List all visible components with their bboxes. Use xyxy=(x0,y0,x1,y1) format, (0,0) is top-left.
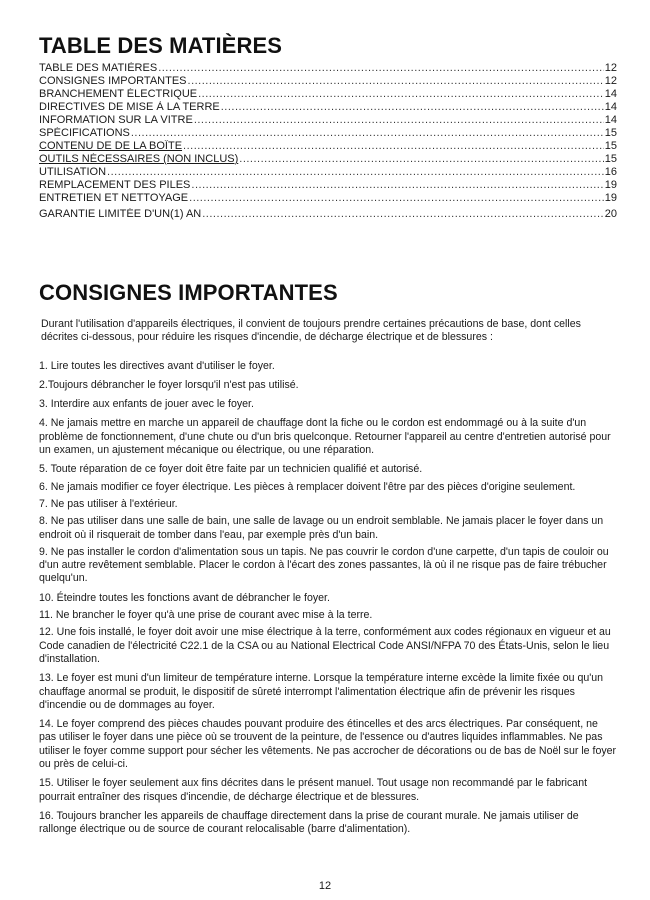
toc-entry[interactable] xyxy=(39,101,617,114)
instruction-item: 3. Interdire aux enfants de jouer avec le foyer. xyxy=(39,398,254,411)
toc-entry-label: TABLE DES MATIÈRES xyxy=(39,62,158,74)
instruction-item: 1. Lire toutes les directives avant d'utiliser le foyer. xyxy=(39,359,275,372)
toc-entry-label: SPÉCIFICATIONS xyxy=(39,127,130,139)
instruction-item: 11. Ne brancher le foyer qu'à une prise de courant avec mise à la terre. xyxy=(39,609,373,622)
toc-entry-label: BRANCHEMENT ÉLECTRIQUE xyxy=(39,88,198,100)
toc-entry-label: GARANTIE LIMITÉE D'UN(1) AN xyxy=(39,208,202,220)
toc-entry-page: 14 xyxy=(604,101,617,113)
instruction-item: 5. Toute réparation de ce foyer doit être faite par un technicien qualifié et autorisé. xyxy=(39,463,423,476)
toc-entry[interactable] xyxy=(39,127,617,140)
toc-entry-page: 16 xyxy=(604,166,617,178)
instruction-item: 7. Ne pas utiliser à l'extérieur. xyxy=(39,497,178,510)
instruction-item: 15. Utiliser le foyer seulement aux fins décrites dans le présent manuel. Tout usage non recommandé par le fabricant pourrait entraîner des risques d'incendie, de décharge électrique et de blessures. xyxy=(39,777,588,803)
toc-entry-page: 15 xyxy=(604,153,617,165)
toc-entry-label: DIRECTIVES DE MISE À LA TERRE xyxy=(39,101,220,113)
toc-entry[interactable] xyxy=(39,153,617,166)
section-title: CONSIGNES IMPORTANTES xyxy=(39,280,338,305)
page-number: 12 xyxy=(318,880,332,892)
toc-entry-page: 15 xyxy=(604,140,617,152)
instruction-item: 9. Ne pas installer le cordon d'alimentation sous un tapis. Ne pas couvrir le cordon d'une carpette, d'un tapis de couloir ou d'un autre revêtement semblable. Placer le cordon à l'écart des zones passantes, là où il ne risque pas de faire trébucher quelqu'un. xyxy=(39,545,609,585)
toc-entry-page: 12 xyxy=(604,75,617,87)
toc-entry-page: 20 xyxy=(604,208,617,220)
intro-paragraph: Durant l'utilisation d'appareils électriques, il convient de toujours prendre certaines précautions de base, dont celles décrites ci-dessous, pour réduire les risques d'incendie, de décharge électrique et de blessures : xyxy=(41,318,581,344)
instruction-item: 13. Le foyer est muni d'un limiteur de température interne. Lorsque la température interne excède la limite fixée ou qu'un chauffage anormal se produit, le dispositif de sûreté interrompt l'alimentation électrique afin de prévenir les risques d'incendie ou de dommages au foyer. xyxy=(39,672,604,711)
toc-entry-label: UTILISATION xyxy=(39,166,107,178)
toc-entry[interactable] xyxy=(39,62,617,75)
instruction-item: 6. Ne jamais modifier ce foyer électrique. Les pièces à remplacer doivent l'être par des pièces d'origine seulement. xyxy=(39,480,576,493)
toc-entry-page: 15 xyxy=(604,127,617,139)
table-of-contents xyxy=(39,62,617,221)
instruction-item: 14. Le foyer comprend des pièces chaudes pouvant produire des étincelles et des arcs électriques. Par conséquent, ne pas utiliser le foyer dans une pièce où se trouvent de la peinture, de l'essence ou d'autres liquides inflammables. Ne pas utiliser le foyer comme support pour sécher les vêtements. Ne pas accrocher de décorations ou de bas de Noël sur le foyer ou près de celui-ci. xyxy=(39,718,617,771)
toc-entry[interactable] xyxy=(39,88,617,101)
toc-entry[interactable] xyxy=(39,192,617,205)
instruction-item: 4. Ne jamais mettre en marche un appareil de chauffage dont la fiche ou le cordon est endommagé ou à la suite d'un problème de fonctionnement, d'une chute ou d'un bris quelconque. Retourner l'appareil au centre d'entretien autorisé pour un examen, un ajustement mécanique ou électrique, ou une réparation. xyxy=(39,417,611,457)
toc-entry[interactable] xyxy=(39,166,617,179)
instruction-item: 16. Toujours brancher les appareils de chauffage directement dans la prise de courant murale. Ne jamais utiliser de rallonge électrique ou de source de courant relocalisable (barre d'alimentation). xyxy=(39,809,579,836)
toc-entry-label: INFORMATION SUR LA VITRE xyxy=(39,114,193,126)
toc-entry-label: CONTENU DE DE LA BOÎTE xyxy=(39,140,183,152)
toc-entry-page: 14 xyxy=(604,114,617,126)
toc-entry[interactable] xyxy=(39,75,617,88)
toc-entry[interactable] xyxy=(39,114,617,127)
toc-entry-page: 12 xyxy=(604,62,617,74)
toc-entry-page: 14 xyxy=(604,88,617,100)
toc-entry[interactable] xyxy=(39,179,617,192)
toc-entry[interactable] xyxy=(39,140,617,153)
toc-title: TABLE DES MATIÈRES xyxy=(39,33,282,58)
instruction-item: 10. Éteindre toutes les fonctions avant de débrancher le foyer. xyxy=(39,591,330,604)
section-body xyxy=(39,318,617,843)
instruction-item: 8. Ne pas utiliser dans une salle de bain, une salle de lavage ou un endroit semblable. Ne jamais placer le foyer dans un endroit où il risquerait de tomber dans l'eau, par exemple près d'un bain. xyxy=(39,515,604,541)
toc-entry-page: 19 xyxy=(604,179,617,191)
toc-entry-label: ENTRETIEN ET NETTOYAGE xyxy=(39,192,189,204)
toc-entry-label: REMPLACEMENT DES PILES xyxy=(39,179,191,191)
toc-entry-label: OUTILS NÉCESSAIRES (NON INCLUS) xyxy=(39,153,239,165)
toc-entry-page: 19 xyxy=(604,192,617,204)
toc-entry-label: CONSIGNES IMPORTANTES xyxy=(39,75,187,87)
instruction-item: 2.Toujours débrancher le foyer lorsqu'il n'est pas utilisé. xyxy=(39,378,299,391)
instruction-item: 12. Une fois installé, le foyer doit avoir une mise électrique à la terre, conformément aux codes régionaux en vigueur et au Code canadien de l'électricité C22.1 de la CSA ou au National Electrical Code ANSI/NFPA 70 des États-Unis, selon le lieu d'installation. xyxy=(39,626,611,665)
toc-entry[interactable] xyxy=(39,208,617,221)
